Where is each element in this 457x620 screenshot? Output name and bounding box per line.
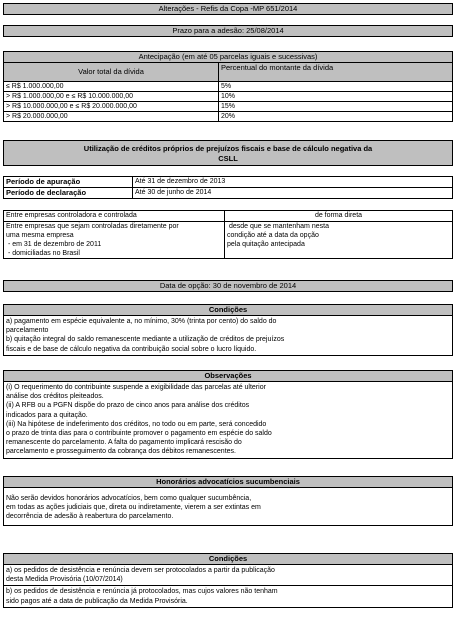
periodo-declaracao-label: Período de declaração [4,188,133,199]
text-line: b) quitação integral do saldo remanescente mediante a utilização de créditos de prejuízos [6,336,285,344]
text-line: fiscais e de base de cálculo negativa da contribuição social sobre o lucro líquido. [6,345,257,353]
periodo-apuracao-label: Período de apuração [4,177,133,188]
empresas-right-body [225,222,453,259]
observacoes-section [3,370,453,459]
data-opcao-banner: Data de opção: 30 de novembro de 2014 [3,280,453,292]
text-line: (i) O requerimento do contribuinte suspende a exigibilidade das parcelas até ulterior [6,384,266,391]
empresas-left-line: Entre empresas que sejam controladas diretamente por [6,223,179,230]
row-pct: 20% [219,112,453,122]
periodo-apuracao-value: Até 31 de dezembro de 2013 [133,177,453,188]
empresas-left-line: uma mesma empresa [6,232,74,239]
observacoes-header: Observações [4,371,452,381]
periodo-table [3,176,453,199]
table-row [4,112,452,122]
text-line: (iii) Na hipótese de indeferimento dos créditos, no todo ou em parte, será concedido [6,420,267,428]
text-line: (ii) A RFB ou a PGFN dispõe do prazo de cinco anos para análise dos créditos [6,402,250,410]
condicoes-header: Condições [4,305,452,315]
text-line: Não serão devidos honorários advocatícios, bem como qualquer sucumbência, [6,495,252,502]
table-row [4,102,452,112]
col-percentual: Percentual do montante da dívida [219,63,453,82]
empresas-left-body [4,222,225,259]
honorarios-section [3,476,453,526]
periodo-declaracao-value: Até 30 de junho de 2014 [133,188,453,199]
row-range: > R$ 20.000.000,00 [4,112,219,122]
creditos-header-line2: CSLL [218,154,238,163]
text-line: decorrência de adesão à reabertura do parcelamento. [6,513,174,521]
col-valor-total: Valor total da dívida [4,63,219,82]
antecipacao-table [3,51,453,122]
condicoes-2-header: Condições [4,554,452,564]
honorarios-body [4,487,452,525]
table-row [4,82,452,92]
condicoes-body [4,315,452,355]
text-line: indicados para a quitação. [6,411,88,419]
row-pct: 15% [219,102,453,112]
row-pct: 5% [219,82,453,92]
empresas-right-head: de forma direta [225,211,453,222]
condicoes-2-section [3,553,453,608]
text-line: b) os pedidos de desistência e renúncia já protocolados, mas cujos valores não tenham [6,588,278,596]
row-range: > R$ 10.000.000,00 e ≤ R$ 20.000.000,00 [4,102,219,112]
antecipacao-header: Antecipação (em até 05 parcelas iguais e sucessivas) [4,52,452,63]
text-line: remanescente do parcelamento. A falta do pagamento implicará rescisão do [6,439,242,447]
empresas-left-line: - em 31 de dezembro de 2011 [6,241,102,248]
text-line: a) pagamento em espécie equivalente a, no mínimo, 30% (trinta por cento) do saldo do [6,318,277,325]
row-range: > R$ 1.000.000,00 e ≤ R$ 10.000.000,00 [4,92,219,102]
table-row [4,92,452,102]
row-pct: 10% [219,92,453,102]
text-line: análise dos créditos pleiteados. [6,393,104,401]
honorarios-header: Honorários advocatícios sucumbenciais [4,477,452,487]
row-range: ≤ R$ 1.000.000,00 [4,82,219,92]
condicoes-2-body [4,564,452,607]
condicoes-section [3,304,453,356]
creditos-header [3,140,453,166]
condicoes-2-item-b [4,585,452,606]
text-line: o prazo de trinta dias para o contribuinte promover o pagamento em espécie do saldo [6,430,272,438]
empresas-right-line: condição até a data da opção [227,232,319,239]
empresas-table [3,210,453,259]
text-line: parcelamento e prosseguimento da cobrança dos débitos remanescentes. [6,448,236,456]
empresas-right-line: desde que se mantenham nesta [227,223,329,230]
observacoes-body [4,381,452,458]
condicoes-2-item-a [4,565,452,585]
text-line: parcelamento [6,327,49,335]
text-line: em todas as ações judiciais que, direta ou indiretamente, vierem a ser extintas em [6,504,261,512]
deadline-banner: Prazo para a adesão: 25/08/2014 [3,25,453,37]
empresas-right-line: pela quitação antecipada [227,241,305,248]
page-title: Alterações - Refis da Copa -MP 651/2014 [3,3,453,15]
text-line: a) os pedidos de desistência e renúncia devem ser protocolados a partir da publicação [6,567,275,574]
text-line: sido pagos até a data de publicação da Medida Provisória. [6,597,188,605]
text-line: desta Medida Provisória (10/07/2014) [6,576,123,584]
creditos-header-line1: Utilização de créditos próprios de prejuízos fiscais e base de cálculo negativa da [83,144,373,153]
empresas-left-line: - domiciliadas no Brasil [6,250,80,257]
empresas-left-head: Entre empresas controladora e controlada [4,211,225,222]
